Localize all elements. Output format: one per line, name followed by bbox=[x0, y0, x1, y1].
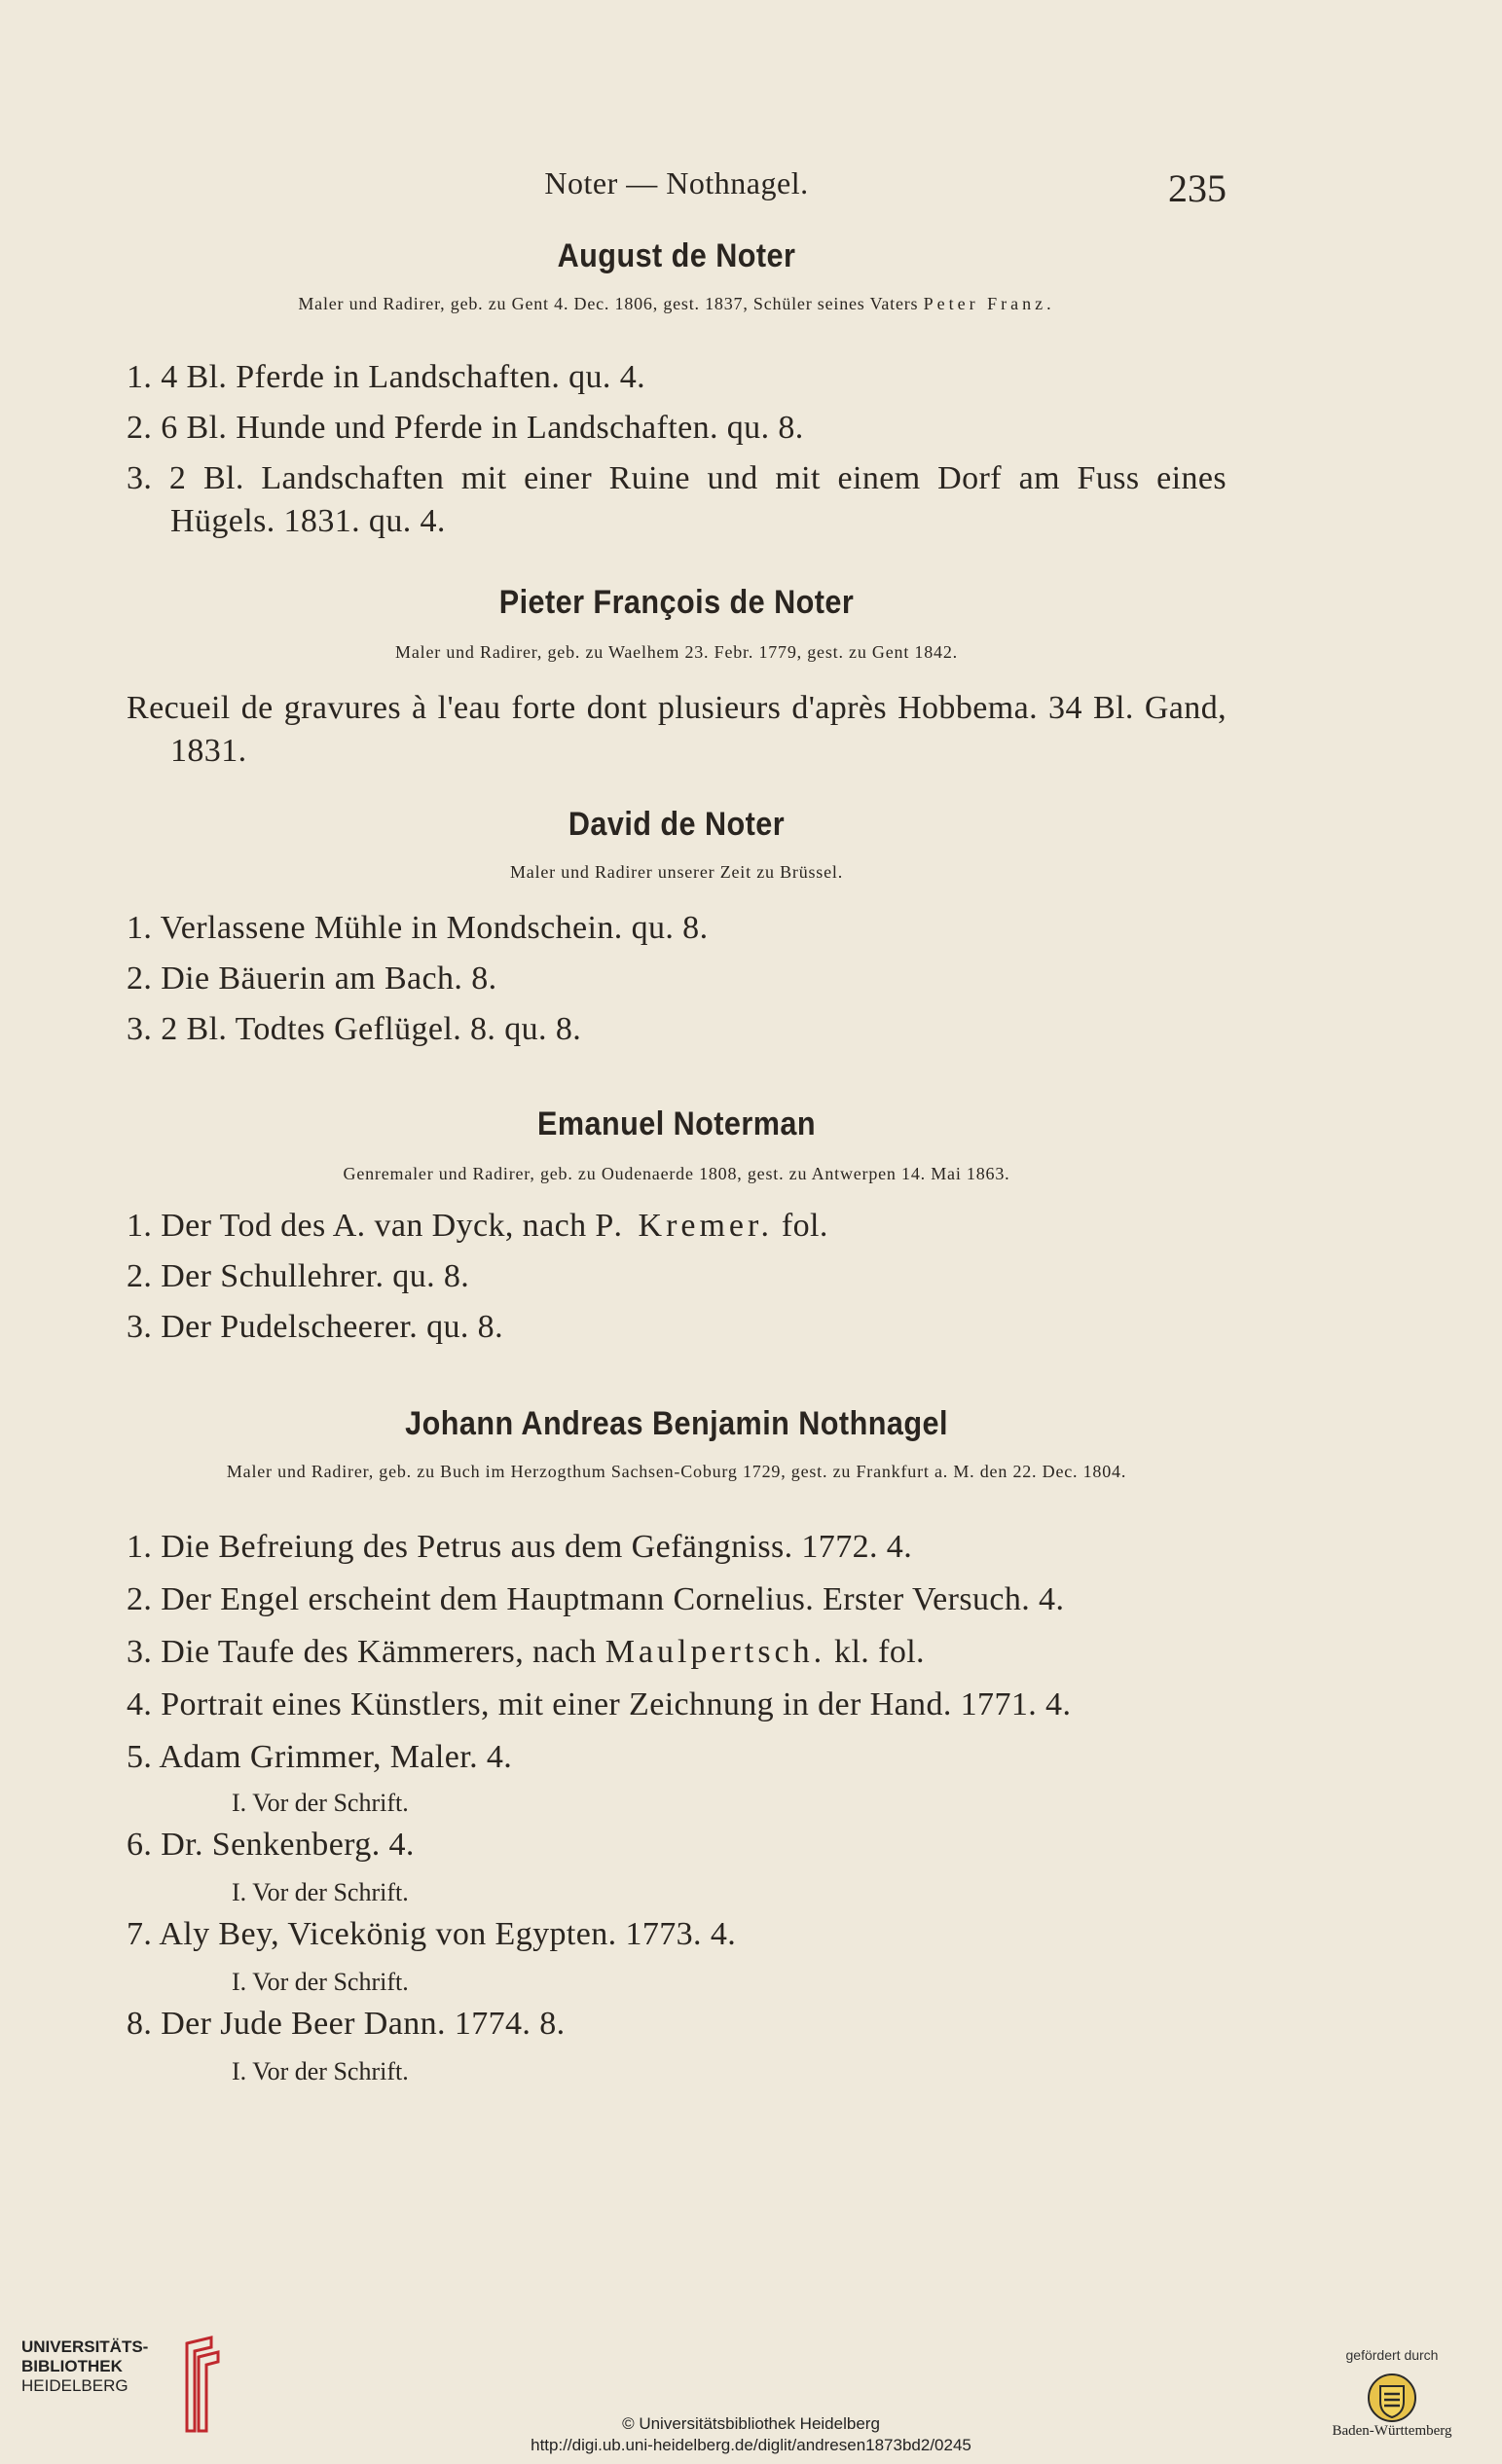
list-item-text: 1. Der Tod des A. van Dyck, nach bbox=[127, 1208, 587, 1244]
state-note: I. Vor der Schrift. bbox=[232, 1968, 409, 1996]
list-item-text: 3. Die Taufe des Kämmerers, nach bbox=[127, 1634, 597, 1670]
list-item-artist: Maulpertsch. bbox=[604, 1634, 826, 1670]
list-item bbox=[127, 1205, 1227, 1248]
state-note: I. Vor der Schrift. bbox=[232, 2057, 409, 2085]
list-item: 1. Die Befreiung des Petrus aus dem Gefängniss. 1772. 4. bbox=[127, 1529, 913, 1565]
artist-bio: Maler und Radirer, geb. zu Buch im Herzogthum Sachsen-Coburg 1729, gest. zu Frankfurt a. M. den 22. Dec. 1804. bbox=[226, 1462, 1127, 1481]
list-item: 2. Der Schullehrer. qu. 8. bbox=[127, 1258, 470, 1294]
artist-heading: August de Noter bbox=[557, 237, 796, 274]
list-item: 3. Der Pudelscheerer. qu. 8. bbox=[127, 1309, 503, 1345]
running-title: Noter — Nothnagel. bbox=[544, 165, 809, 200]
list-item-text: 3. 2 Bl. Landschaften mit einer Ruine und mit einem Dorf am Fuss eines Hügels. 1831. qu. 4. bbox=[127, 460, 1227, 539]
list-item: 7. Aly Bey, Vicekönig von Egypten. 1773. 4. bbox=[127, 1916, 737, 1952]
page-number: 235 bbox=[1168, 166, 1227, 210]
sponsor-logo bbox=[1304, 2347, 1480, 2454]
list-item: 2. 6 Bl. Hunde und Pferde in Landschaften. qu. 8. bbox=[127, 410, 804, 446]
artist-bio bbox=[175, 292, 1178, 315]
list-item-format: fol. bbox=[781, 1208, 828, 1244]
list-item-format: kl. fol. bbox=[834, 1634, 925, 1670]
list-item-text: Recueil de gravures à l'eau forte dont plusieurs d'après Hobbema. 34 Bl. Gand, 1831. bbox=[127, 690, 1227, 769]
list-item bbox=[127, 1631, 1227, 1674]
state-note: I. Vor der Schrift. bbox=[232, 1789, 409, 1817]
library-line: HEIDELBERG bbox=[21, 2376, 128, 2395]
artist-heading: David de Noter bbox=[568, 806, 786, 843]
library-line: BIBLIOTHEK bbox=[21, 2357, 123, 2375]
list-item bbox=[127, 687, 1227, 773]
artist-heading: Johann Andreas Benjamin Nothnagel bbox=[405, 1405, 948, 1442]
artist-bio: Maler und Radirer unserer Zeit zu Brüssel. bbox=[510, 862, 843, 882]
list-item: 5. Adam Grimmer, Maler. 4. bbox=[127, 1739, 513, 1775]
library-line: UNIVERSITÄTS- bbox=[21, 2337, 149, 2356]
footer-credits bbox=[0, 2413, 1502, 2456]
list-item-artist: P. Kremer. bbox=[595, 1208, 773, 1244]
list-item: 8. Der Jude Beer Dann. 1774. 8. bbox=[127, 2006, 566, 2042]
list-item: 4. Portrait eines Künstlers, mit einer Zeichnung in der Hand. 1771. 4. bbox=[127, 1686, 1072, 1722]
artist-heading: Emanuel Noterman bbox=[536, 1105, 817, 1142]
sponsor-label: gefördert durch bbox=[1345, 2347, 1439, 2363]
artist-bio: Genremaler und Radirer, geb. zu Oudenaerde 1808, gest. zu Antwerpen 14. Mai 1863. bbox=[343, 1164, 1010, 1183]
list-item: 2. Die Bäuerin am Bach. 8. bbox=[127, 960, 497, 996]
page-header bbox=[127, 165, 1227, 214]
list-item: 3. 2 Bl. Todtes Geflügel. 8. qu. 8. bbox=[127, 1011, 582, 1047]
state-note: I. Vor der Schrift. bbox=[232, 1878, 409, 1906]
artist-bio: Maler und Radirer, geb. zu Waelhem 23. Febr. 1779, gest. zu Gent 1842. bbox=[395, 642, 958, 662]
list-item: 1. Verlassene Mühle in Mondschein. qu. 8. bbox=[127, 910, 709, 946]
bio-text: Maler und Radirer, geb. zu Gent 4. Dec. 1806, gest. 1837, Schüler seines Vaters bbox=[298, 294, 919, 313]
list-item: 6. Dr. Senkenberg. 4. bbox=[127, 1827, 415, 1863]
list-item: 1. 4 Bl. Pferde in Landschaften. qu. 4. bbox=[127, 359, 646, 395]
bio-name: Peter Franz. bbox=[923, 294, 1055, 313]
list-item: 2. Der Engel erscheint dem Hauptmann Cornelius. Erster Versuch. 4. bbox=[127, 1581, 1065, 1617]
copyright-text: © Universitätsbibliothek Heidelberg bbox=[622, 2414, 880, 2433]
sponsor-name: Baden-Württemberg bbox=[1332, 2423, 1452, 2439]
list-item bbox=[127, 457, 1227, 543]
artist-heading: Pieter François de Noter bbox=[498, 584, 855, 621]
source-url[interactable]: http://digi.ub.uni-heidelberg.de/diglit/andresen1873bd2/0245 bbox=[531, 2436, 971, 2454]
coat-of-arms-icon bbox=[1365, 2371, 1419, 2425]
library-name bbox=[21, 2337, 148, 2396]
